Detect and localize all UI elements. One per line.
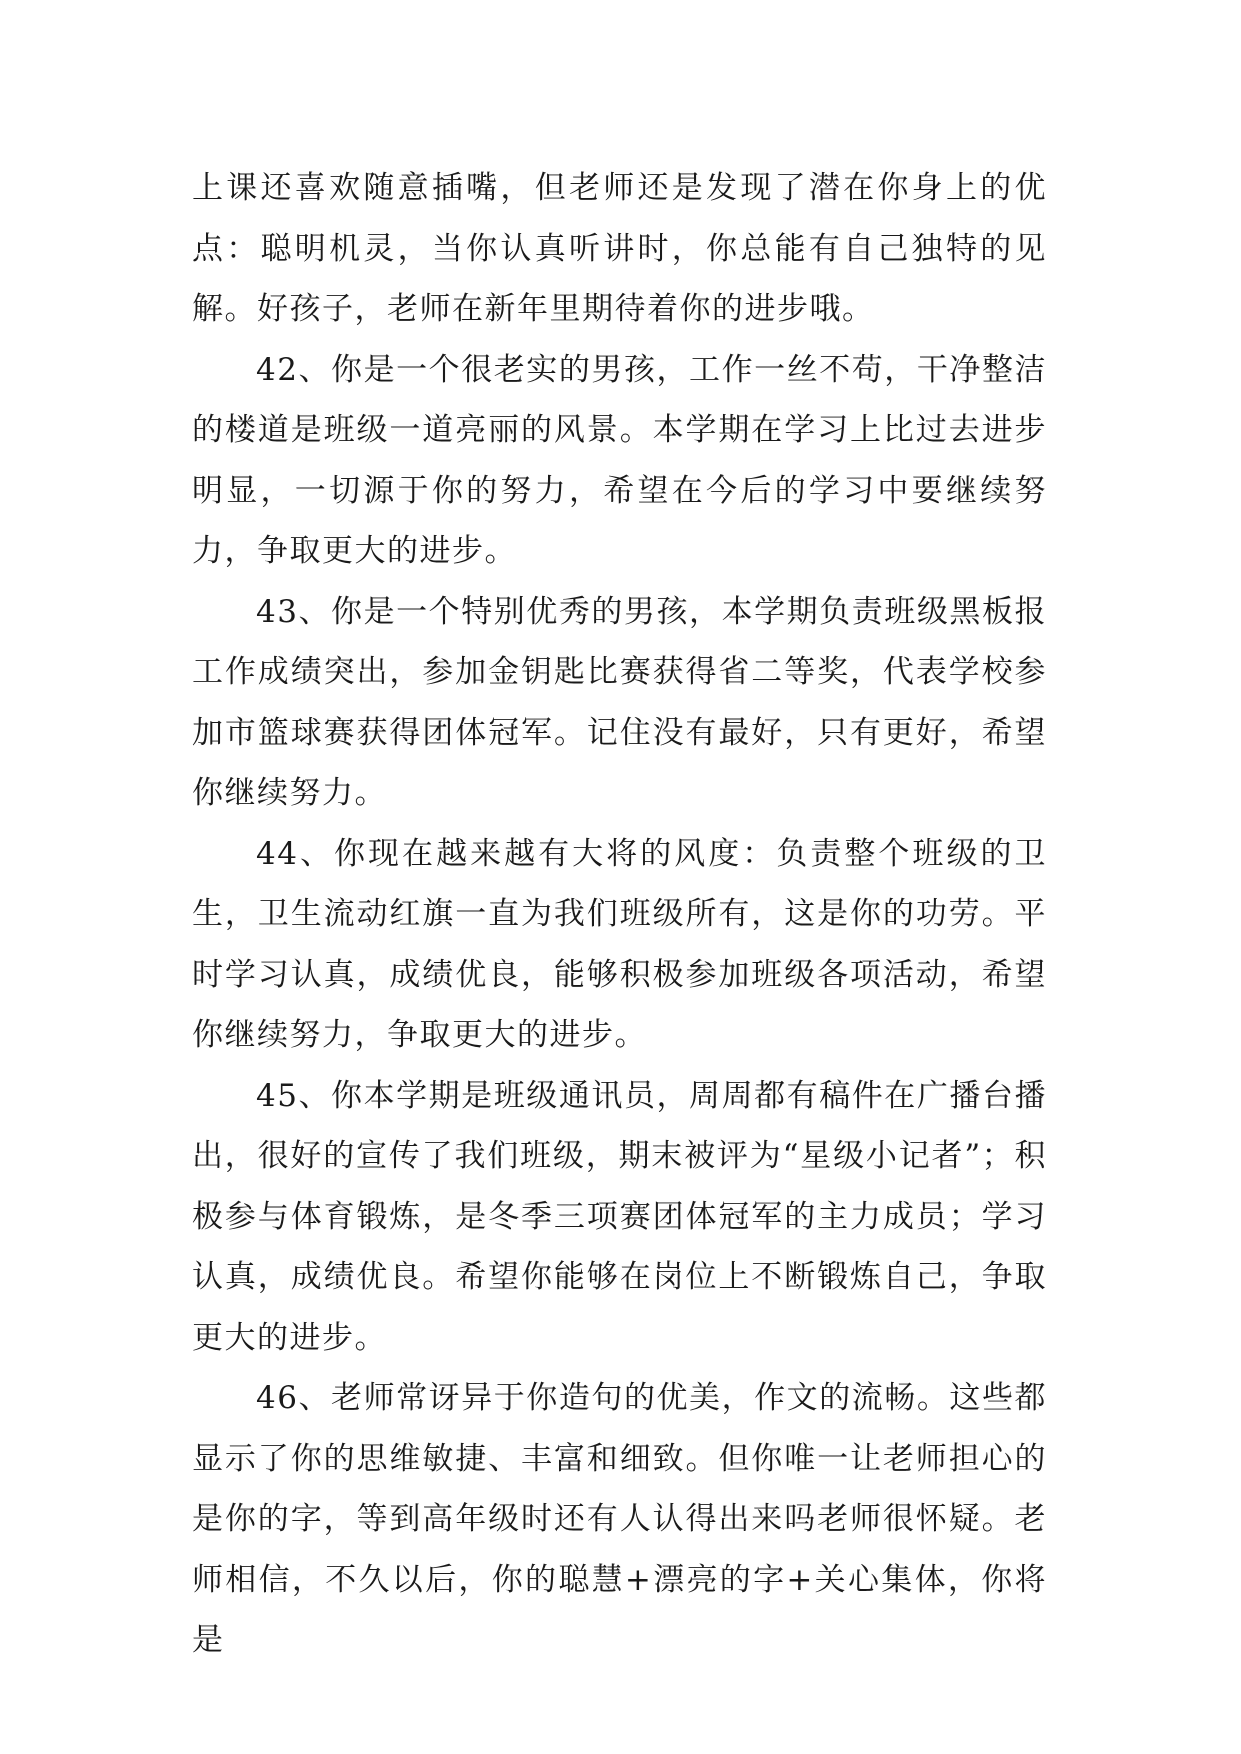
document-body bbox=[192, 158, 1047, 1671]
paragraph-42: 42、你是一个很老实的男孩，工作一丝不苟，干净整洁的楼道是班级一道亮丽的风景。本学期在学习上比过去进步明显，一切源于你的努力，希望在今后的学习中要继续努力，争取更大的进步。 bbox=[192, 351, 1047, 569]
paragraph-46: 46、老师常讶异于你造句的优美，作文的流畅。这些都显示了你的思维敏捷、丰富和细致。但你唯一让老师担心的是你的字，等到高年级时还有人认得出来吗老师很怀疑。老师相信，不久以后，你的聪慧+漂亮的字+关心集体，你将是 bbox=[192, 1380, 1047, 1658]
paragraph-43: 43、你是一个特别优秀的男孩，本学期负责班级黑板报工作成绩突出，参加金钥匙比赛获得省二等奖，代表学校参加市篮球赛获得团体冠军。记住没有最好，只有更好，希望你继续努力。 bbox=[192, 593, 1047, 811]
paragraph-continued: 上课还喜欢随意插嘴，但老师还是发现了潜在你身上的优点：聪明机灵，当你认真听讲时，你总能有自己独特的见解。好孩子，老师在新年里期待着你的进步哦。 bbox=[192, 170, 1047, 327]
paragraph-45: 45、你本学期是班级通讯员，周周都有稿件在广播台播出，很好的宣传了我们班级，期末被评为“星级小记者”；积极参与体育锻炼，是冬季三项赛团体冠军的主力成员；学习认真，成绩优良。希望你能够在岗位上不断锻炼自己，争取更大的进步。 bbox=[192, 1077, 1047, 1356]
paragraph-44: 44、你现在越来越有大将的风度：负责整个班级的卫生，卫生流动红旗一直为我们班级所有，这是你的功劳。平时学习认真，成绩优良，能够积极参加班级各项活动，希望你继续努力，争取更大的进步。 bbox=[192, 835, 1047, 1053]
